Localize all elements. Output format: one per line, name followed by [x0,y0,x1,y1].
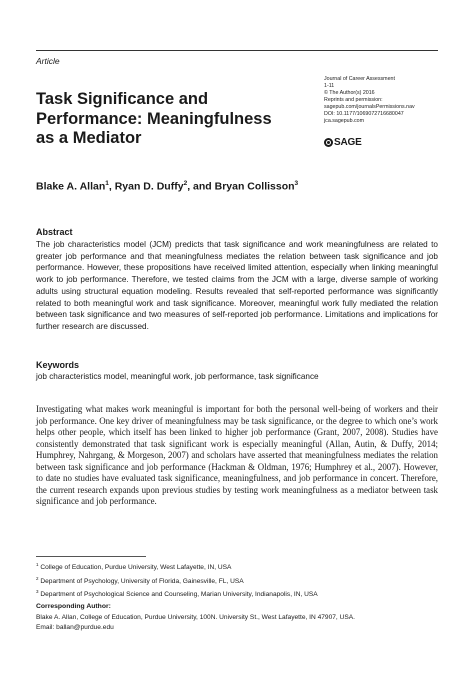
footnote-3 [36,587,456,601]
journal-site-link[interactable]: jca.sagepub.com [324,118,365,124]
footnotes [36,560,456,601]
journal-name: Journal of Career Assessment [324,76,395,82]
author-name: Bryan Collisson [214,180,295,193]
corresponding-author-heading: Corresponding Author: [36,603,111,610]
sage-emblem-icon [324,138,333,147]
footnote-text: Department of Psychology, University of Florida, Gainesville, FL, USA [40,577,244,585]
reprints-link[interactable]: sagepub.com/journalsPermissions.nav [324,104,415,110]
corresponding-author-details [36,613,466,632]
author-affiliation-mark: 1 [105,180,109,187]
footnote-2 [36,574,456,588]
footnote-1 [36,560,456,574]
footnote-number: 1 [36,562,39,567]
journal-pages: 1-11 [324,83,335,89]
author-list [36,180,298,193]
corresponding-address: Blake A. Allan, College of Education, Purdue University, 100N. University St., West Lafayette, IN 47907, USA. [36,614,355,621]
corresponding-email[interactable]: Email: ballan@purdue.edu [36,623,114,631]
author-affiliation-mark: 3 [294,180,299,187]
sage-logo [324,137,362,148]
keywords-text: job characteristics model, meaningful work, job performance, task significance [36,372,319,381]
abstract-text: The job characteristics model (JCM) predicts that task significance and work meaningfulness are related to greater job performance and that meaningfulness mediates the relation between task significance and job performance. However, these propositions have received limited attention, especially when linking meaningful work to job performance. Therefore, we tested claims from the JCM with a large, diverse sample of working adults using structural equation modeling. Results revealed that self-reported performance was significantly related to both meaningful work and task significance. Moreover, meaningful work fully mediated the relation between task significance and two measures of self-reported job performance. Limitations and implications for further research are discussed. [36,240,438,331]
doi[interactable]: DOI: 10.1177/1069072716680047 [324,111,404,117]
footnote-text: College of Education, Purdue University, West Lafayette, IN, USA [40,564,232,572]
title-line-2: Performance: Meaningfulness [36,109,272,128]
author-name: Blake A. Allan [36,180,106,193]
sage-wordmark: SAGE [334,137,362,148]
author-name: Ryan D. Duffy [114,180,184,193]
article-title [36,90,296,149]
author-affiliation-mark: 2 [183,180,188,187]
author-separator: , [108,180,115,193]
body-paragraph: Investigating what makes work meaningful is important for both the personal well-being of workers and their job performance. One key driver of meaningfulness may be task significance, or the degree to which one’s work helps other people, which itself has been linked to higher job performance (Grant, 2007, 2008). Studies have consistently demonstrated that task significant work is especially meaningful (Allan, Autin, & Duffy, 2014; Humphrey, Nahrgang, & Morgeson, 2007) and scholars have asserted that meaningfulness mediates the relation between task significance and job performance (Hackman & Oldman, 1976; Humphrey et al., 2007). However, to date no studies have evaluated task significance, meaningfulness, and job performance in concert. Therefore, the current research expands upon previous studies by testing work meaningfulness as a mediator between task significance and job performance. [36,404,438,507]
footnote-rule [36,556,146,557]
keywords-heading: Keywords [36,360,80,370]
author-separator: , and [187,180,215,193]
abstract-heading: Abstract [36,227,73,237]
footnote-text: Department of Psychological Science and Counseling, Marian University, Indianapolis, IN, USA [40,591,318,599]
header-rule [36,50,438,51]
title-line-1: Task Significance and [36,90,209,108]
reprints-label: Reprints and permission: [324,97,383,103]
footnote-number: 2 [36,575,39,581]
article-type-label: Article [36,56,60,66]
copyright: © The Author(s) 2016 [324,90,375,96]
journal-info-block [324,76,464,125]
footnote-number: 3 [36,589,39,595]
title-line-3: as a Mediator [36,129,142,147]
